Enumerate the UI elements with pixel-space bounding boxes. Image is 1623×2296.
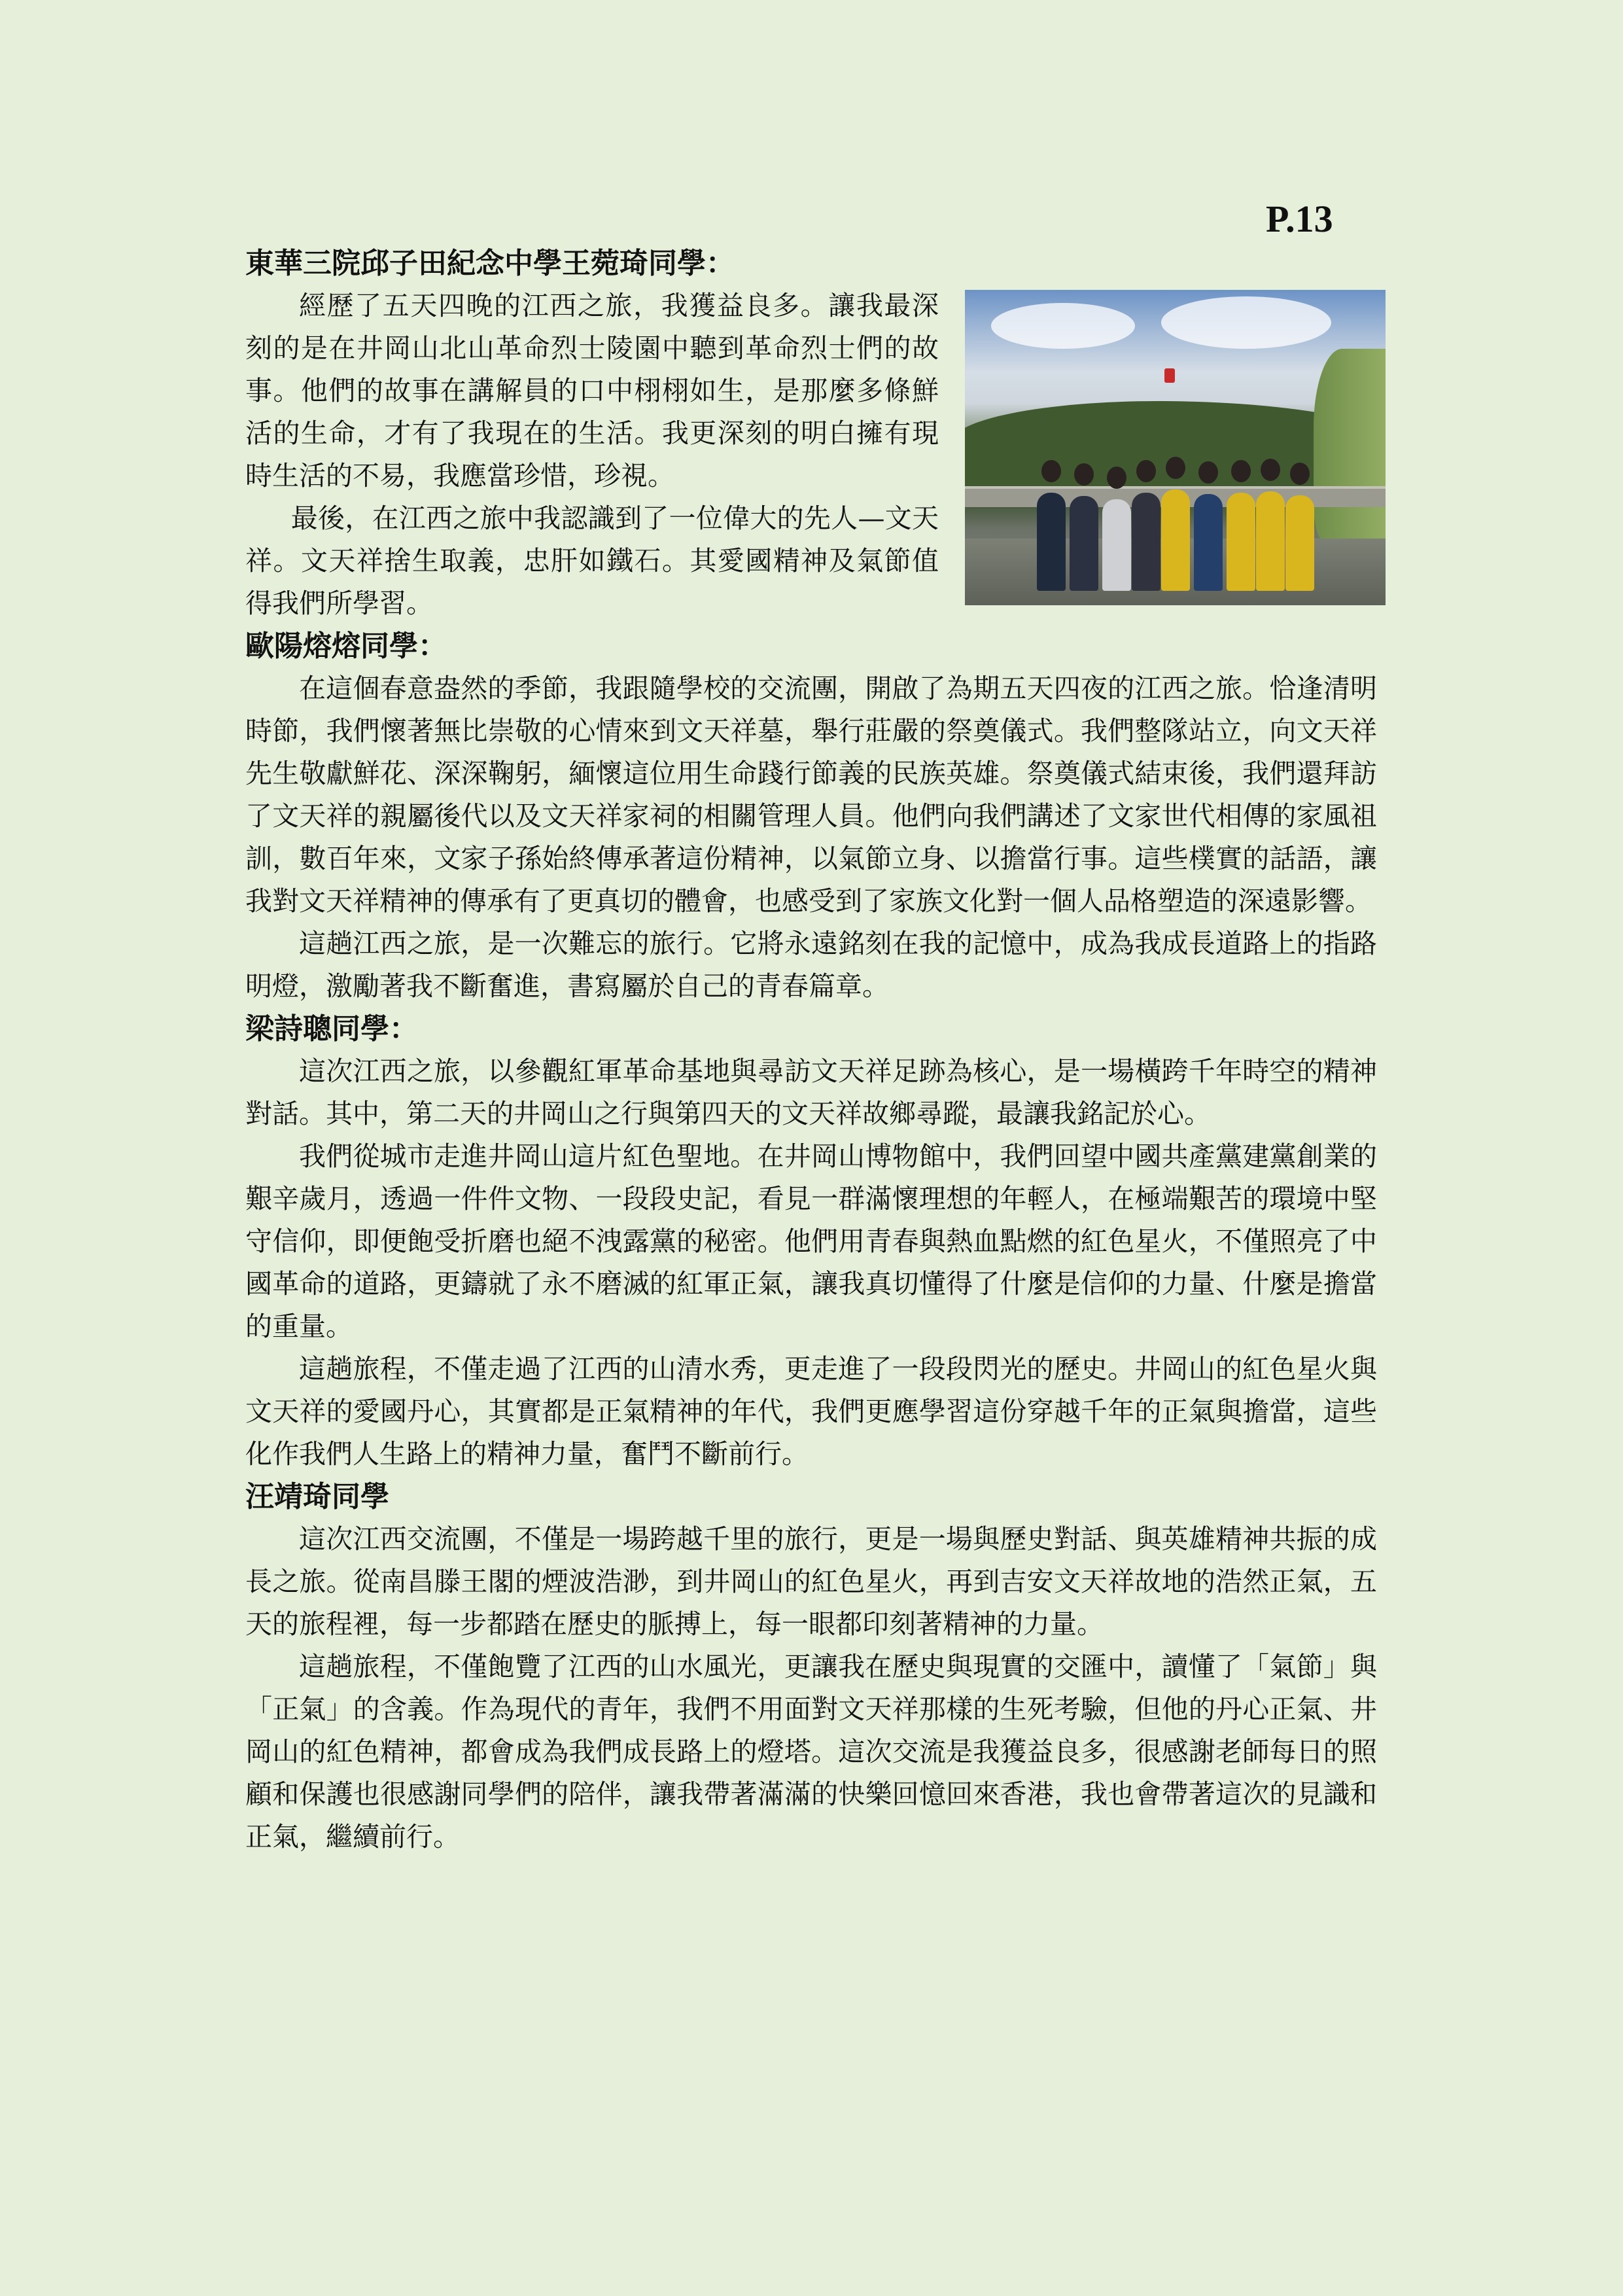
section-heading: 汪靖琦同學 [245,1480,389,1513]
paragraph: 這次江西之旅，以參觀紅軍革命基地與尋訪文天祥足跡為核心，是一場橫跨千年時空的精神對話。其中，第二天的井岡山之行與第四天的文天祥故鄉尋蹤，最讓我銘記於心。 [245,1055,1377,1129]
section-heading: 梁詩聰同學： [245,1012,418,1046]
paragraph: 我們從城市走進井岡山這片紅色聖地。在井岡山博物館中，我們回望中國共產黨建黨創業的艱辛歲月，透過一件件文物、一段段史記，看見一群滿懷理想的年輕人，在極端艱苦的環境中堅守信仰，即便飽受折磨也絕不洩露黨的秘密。他們用青春與熱血點燃的紅色星火，不僅照亮了中國革命的道路，更鑄就了永不磨滅的紅軍正氣，讓我真切懂得了什麼是信仰的力量、什麼是擔當的重量。 [245,1140,1377,1342]
section-heading: 歐陽熔熔同學： [245,629,447,663]
paragraph: 這趟旅程，不僅飽覽了江西的山水風光，更讓我在歷史與現實的交匯中，讀懂了「氣節」與「正氣」的含義。作為現代的青年，我們不用面對文天祥那樣的生死考驗，但他的丹心正氣、井岡山的紅色精神，都會成為我們成長路上的燈塔。這次交流是我獲益良多，很感謝老師每日的照顧和保護也很感謝同學們的陪伴，讓我帶著滿滿的快樂回憶回來香港，我也會帶著這次的見識和正氣，繼續前行。 [245,1651,1377,1852]
paragraph: 最後，在江西之旅中我認識到了一位偉大的先人—文天祥。文天祥捨生取義，忠肝如鐵石。其愛國精神及氣節值得我們所學習。 [245,503,939,619]
paragraph: 在這個春意盎然的季節，我跟隨學校的交流團，開啟了為期五天四夜的江西之旅。恰逢清明時節，我們懷著無比崇敬的心情來到文天祥墓，舉行莊嚴的祭奠儀式。我們整隊站立，向文天祥先生敬獻鮮花、深深鞠躬，緬懷這位用生命踐行節義的民族英雄。祭奠儀式結束後，我們還拜訪了文天祥的親屬後代以及文天祥家祠的相關管理人員。他們向我們講述了文家世代相傳的家風祖訓，數百年來，文家子孫始終傳承著這份精神，以氣節立身、以擔當行事。這些樸實的話語，讓我對文天祥精神的傳承有了更真切的體會，也感受到了家族文化對一個人品格塑造的深遠影響。 [245,673,1377,917]
page-number: P.13 [1266,198,1333,240]
paragraph: 這次江西交流團，不僅是一場跨越千里的旅行，更是一場與歷史對話、與英雄精神共振的成長之旅。從南昌滕王閣的煙波浩渺，到井岡山的紅色星火，再到吉安文天祥故地的浩然正氣，五天的旅程裡，每一步都踏在歷史的脈搏上，每一眼都印刻著精神的力量。 [245,1523,1377,1640]
section-leung [245,1008,1377,1475]
section-heading: 東華三院邱子田紀念中學王菀琦同學： [245,247,735,280]
section-wang [245,242,1377,625]
paragraph: 這趟江西之旅，是一次難忘的旅行。它將永遠銘刻在我的記憶中，成為我成長道路上的指路明燈，激勵著我不斷奮進，書寫屬於自己的青春篇章。 [245,928,1377,1002]
paragraph: 這趟旅程，不僅走過了江西的山清水秀，更走進了一段段閃光的歷史。井岡山的紅色星火與文天祥的愛國丹心，其實都是正氣精神的年代，我們更應學習這份穿越千年的正氣與擔當，這些化作我們人生路上的精神力量，奮鬥不斷前行。 [245,1353,1377,1470]
article-body [245,242,1377,1858]
section-wong [245,1475,1377,1858]
paragraph: 經歷了五天四晚的江西之旅，我獲益良多。讓我最深刻的是在井岡山北山革命烈士陵園中聽到革命烈士們的故事。他們的故事在講解員的口中栩栩如生，是那麼多條鮮活的生命，才有了我現在的生活。我更深刻的明白擁有現時生活的不易，我應當珍惜，珍視。 [245,290,939,491]
section-ouyang [245,625,1377,1008]
